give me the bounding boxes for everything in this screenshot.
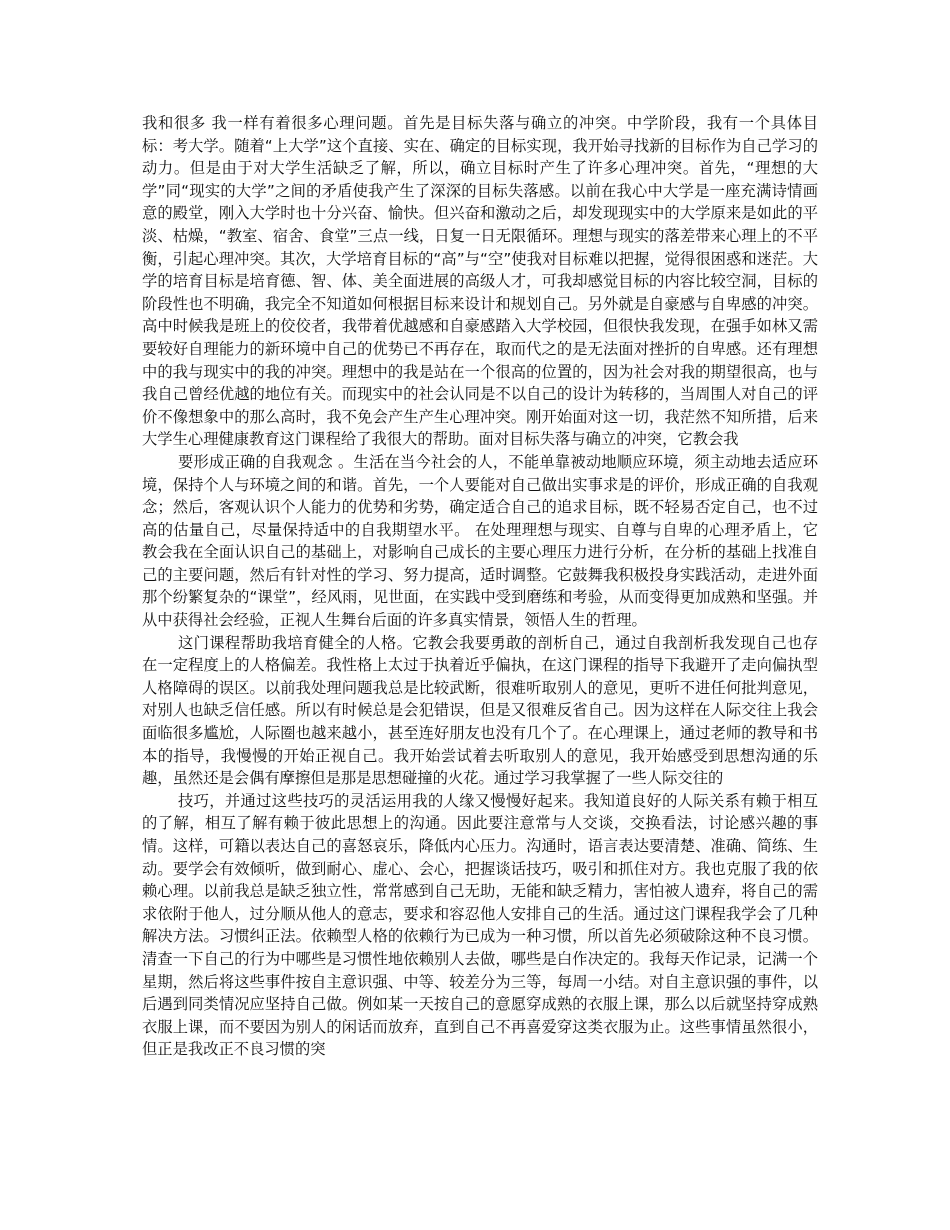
paragraph-2: 要形成正确的自我观念 。生活在当今社会的人，不能单靠被动地顺应环境，须主动地去适应环境，保持个人与环境之间的和谐。首先，一个人要能对自己做出实事求是的评价，形成正确的自我观念；然后，客观认识个人能力的优势和劣势，确定适合自己的追求目标，既不轻易否定自己，也不过高的估量自己，尽量保持适中的自我期望水平。 在处理理想与现实、自尊与自卑的心理矛盾上，它教会我在全面认识自己的基础上，对影响自己成长的主要心理压力进行分析，在分析的基础上找准自己的主要问题，然后有针对性的学习、努力提高，适时调整。它鼓舞我积极投身实践活动，走进外面那个纷繁复杂的“课堂”，经风雨，见世面，在实践中受到磨练和考验，从而变得更加成熟和坚强。并从中获得社会经验，正视人生舞台后面的许多真实情景，领悟人生的哲理。 (142, 452, 818, 630)
paragraph-4: 技巧，并通过这些技巧的灵活运用我的人缘又慢慢好起来。我知道良好的人际关系有赖于相互的了解，相互了解有赖于彼此思想上的沟通。因此要注意常与人交谈，交换看法，讨论感兴趣的事情。这样，可籍以表达自己的喜怒哀乐，降低内心压力。沟通时，语言表达要清楚、准确、简练、生动。要学会有效倾听，做到耐心、虚心、会心，把握谈话技巧，吸引和抓住对方。我也克服了我的依赖心理。以前我总是缺乏独立性，常常感到自己无助，无能和缺乏精力，害怕被人遗弃，将自己的需求依附于他人，过分顺从他人的意志，要求和容忍他人安排自己的生活。通过这门课程我学会了几种解决方法。习惯纠正法。依赖型人格的依赖行为已成为一种习惯，所以首先必须破除这种不良习惯。清查一下自己的行为中哪些是习惯性地依赖别人去做，哪些是白作决定的。我每天作记录，记满一个星期，然后将这些事件按自主意识强、中等、较差分为三等，每周一小结。对自主意识强的事件，以后遇到同类情况应坚持自己做。例如某一天按自己的意愿穿成熟的衣服上课，那么以后就坚持穿成熟衣服上课，而不要因为别人的闲话而放弃，直到自己不再喜爱穿这类衣服为止。这些事情虽然很小，但正是我改正不良习惯的突 (142, 791, 818, 1059)
document-body (142, 112, 818, 1061)
paragraph-3: 这门课程帮助我培育健全的人格。它教会我要勇敢的剖析自己，通过自我剖析我发现自己也存在一定程度上的人格偏差。我性格上太过于执着近乎偏执，在这门课程的指导下我避开了走向偏执型人格障碍的误区。以前我处理问题我总是比较武断，很难听取别人的意见，更听不进任何批判意见，对别人也缺乏信任感。所以有时候总是会犯错误，但是又很难反省自己。因为这样在人际交往上我会面临很多尴尬，人际圈也越来越小，甚至连好朋友也没有几个了。在心理课上，通过老师的教导和书本的指导，我慢慢的开始正视自己。我开始尝试着去听取别人的意见，我开始感受到思想沟通的乐趣，虽然还是会偶有摩擦但是那是思想碰撞的火花。通过学习我掌握了一些人际交往的 (142, 633, 818, 788)
paragraph-1: 我和很多 我一样有着很多心理问题。首先是目标失落与确立的冲突。中学阶段，我有一个具体目标：考大学。随着“上大学”这个直接、实在、确定的目标实现，我开始寻找新的目标作为自己学习的动力。但是由于对大学生活缺乏了解，所以，确立目标时产生了许多心理冲突。首先，“理想的大学”同“现实的大学”之间的矛盾使我产生了深深的目标失落感。以前在我心中大学是一座充满诗情画意的殿堂，刚入大学时也十分兴奋、愉快。但兴奋和激动之后，却发现现实中的大学原来是如此的平淡、枯燥，“教室、宿舍、食堂”三点一线，日复一日无限循环。理想与现实的落差带来心理上的不平衡，引起心理冲突。其次，大学培育目标的“高”与“空”使我对目标难以把握，觉得很困惑和迷茫。大学的培育目标是培育德、智、体、美全面进展的高级人才，可我却感觉目标的内容比较空洞，目标的阶段性也不明确，我完全不知道如何根据目标来设计和规划自己。另外就是自豪感与自卑感的冲突。高中时候我是班上的佼佼者，我带着优越感和自豪感踏入大学校园，但很快我发现，在强手如林又需要较好自理能力的新环境中自己的优势已不再存在，取而代之的是无法面对挫折的自卑感。还有理想中的我与现实中的我的冲突。理想中的我是站在一个很高的位置的，因为社会对我的期望很高，也与我自己曾经优越的地位有关。而现实中的社会认同是不以自己的设计为转移的，当周围人对自己的评价不像想象中的那么高时，我不免会产生产生心理冲突。刚开始面对这一切，我茫然不知所措，后来大学生心理健康教育这门课程给了我很大的帮助。面对目标失落与确立的冲突，它教会我 (142, 114, 818, 449)
